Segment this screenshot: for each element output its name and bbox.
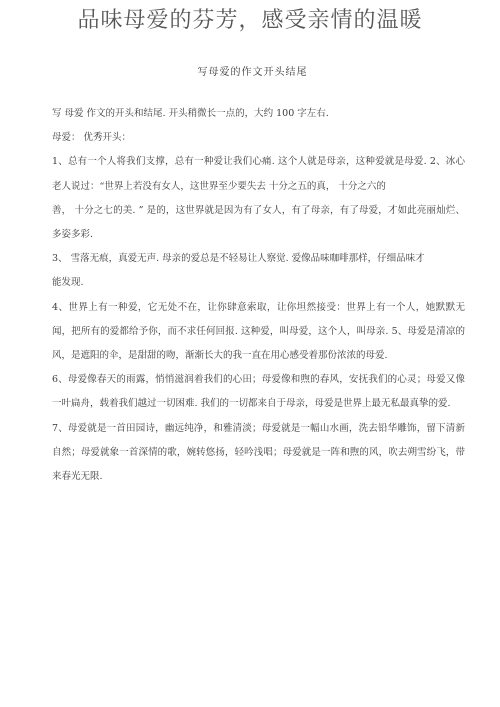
page-title: 品味母爱的芬芳，感受亲情的温暖 xyxy=(77,8,423,33)
document-title: 写母爱的作文开头结尾 xyxy=(197,67,308,78)
paragraph-1-2: 1、总有一个人将我们支撑，总有一种爱让我们心痛. 这个人就是母亲，这种爱就是母爱. 2、冰心老人说过：“世界上若没有女人，这世界至少要失去 十分之五的真， 十分之六的 xyxy=(52,156,465,192)
paragraph-4-5: 4、世界上有一种爱，它无处不在，让你肆意索取，让你坦然接受：世界上有一个人，她默默无闻，把所有的爱都给予你，而不求任何回报. 这种爱，叫母爱，这个人，叫母亲. 5、母爱是清凉的风，是遮阳的伞，是甜甜的吻，渐渐长大的我一直在用心感受着那份浓浓的母爱. xyxy=(52,301,465,362)
paragraph-intro: 写 母爱 作文的开头和结尾. 开头稍微长一点的，大约 100 字左右. xyxy=(52,108,329,119)
paragraph-heading: 母爱： 优秀开头： xyxy=(52,132,132,144)
paragraph-3-cont: 能发现. xyxy=(52,277,84,289)
paragraph-2-cont: 善， 十分之七的美. ” 是的，这世界就是因为有了女人，有了母亲，有了母爱，才如此亮丽灿烂、多姿多彩. xyxy=(52,204,465,241)
paragraph-3: 3、 雪落无痕，真爱无声. 母亲的爱总是不轻易让人察觉. 爱像品味咖啡那样，仔细品味才 xyxy=(52,253,425,265)
paragraph-6: 6、母爱像春天的雨露，悄悄滋润着我们的心田；母爱像和煦的春风，安抚我们的心灵；母爱又像一叶扁舟，载着我们越过一切困难. 我们的一切都来自于母亲，母爱是世界上最无私最真挚的爱. xyxy=(52,374,465,410)
document-page xyxy=(30,58,475,694)
paragraph-7: 7、母爱就是一首田园诗，幽远纯净，和雅清淡；母爱就是一幅山水画，洗去铅华雕饰，留下清新自然；母爱就象一首深情的歌，婉转悠扬，轻吟浅唱；母爱就是一阵和煦的风，吹去朔雪纷飞，带来春光无限. xyxy=(52,422,465,483)
